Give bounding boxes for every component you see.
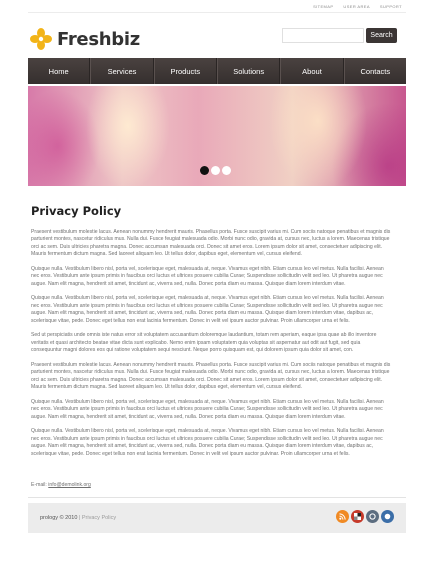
nav-home[interactable]: Home: [28, 58, 90, 84]
hero-banner: [28, 86, 406, 186]
stumbleupon-icon[interactable]: [366, 510, 379, 523]
header-divider: [28, 12, 406, 13]
delicious-icon[interactable]: [351, 510, 364, 523]
paragraph: Sed ut perspiciatis unde omnis iste natus error sit voluptatem accusantium doloremque laudantium, totam rem aperiam, eaque ipsa quae ab illo inventore veritatis et quasi architecto beatae vitae dicta sunt explicabo. Nemo enim ipsam voluptatem quia voluptas sit aspernatur aut odit aut fugit, sed quia consequuntur magni dolores eos qui ratione voluptatem sequi nesciunt. Neque porro quisquam est, qui dolorem ipsum quia dolor sit amet, con.: [31, 332, 377, 354]
rss-icon[interactable]: [336, 510, 349, 523]
paragraph: Quisque nulla. Vestibulum libero nisl, porta vel, scelerisque eget, malesuada at, neque. Vivamus eget nibh. Etiam cursus leo vel metus. Nulla facilisi. Aenean nec eros. Vestibulum ante ipsum primis in faucibus orci luctus et ultrices posuere cubilia Curae; Suspendisse sollicitudin velit sed leo. Ut pharetra augue nec augue. Nam elit magna, hendrerit sit amet, tincidunt ac, viverra sed, nulla. Donec porta diam eu massa. Quisque diam lorem interdum vitae.: [31, 398, 384, 420]
paragraph: Quisque nulla. Vestibulum libero nisl, porta vel, scelerisque eget, malesuada at, neque. Vivamus eget nibh. Etiam cursus leo vel metus. Nulla facilisi. Aenean nec eros. Vestibulum ante ipsum primis in faucibus orci luctus et ultrices posuere cubilia Curae; Suspendisse sollicitudin velit sed leo. Ut pharetra augue nec augue. Nam elit magna, hendrerit sit amet, tincidunt ac, viverra sed, nulla. Donec porta diam eu massa. Quisque diam lorem interdum vitae, dapibus ac, scelerisque vitae, pede. Donec eget tellus non erat lacinia fermentum. Donec in velit vel ipsum auctor pulvinar. Proin ullamcorper urna et felis.: [31, 428, 384, 457]
copyright-text: prology © 2010: [40, 515, 78, 521]
user-area-link[interactable]: USER AREA: [343, 4, 370, 9]
top-links: [313, 4, 402, 9]
paragraph: Quisque nulla. Vestibulum libero nisl, porta vel, scelerisque eget, malesuada at, neque. Vivamus eget nibh. Etiam cursus leo vel metus. Nulla facilisi. Aenean nec eros. Vestibulum ante ipsum primis in faucibus orci luctus et ultrices posuere cubilia Curae; Suspendisse sollicitudin velit sed leo. Ut pharetra augue nec augue. Nam elit magna, hendrerit sit amet, tincidunt ac, viverra sed, nulla. Donec porta diam eu massa. Quisque diam lorem interdum vitae, dapibus ac, scelerisque vitae, pede. Donec eget tellus non erat lacinia fermentum. Donec in velit vel ipsum auctor pulvinar. Proin ullamcorper urna et felis.: [31, 295, 384, 324]
search-input[interactable]: [282, 28, 364, 43]
flower-logo-icon: [30, 28, 52, 50]
logo[interactable]: [30, 28, 140, 50]
share-icon[interactable]: [381, 510, 394, 523]
footer-copyright: [40, 515, 116, 521]
search-box: [282, 28, 397, 43]
paragraph: Praesent vestibulum molestie lacus. Aenean nonummy hendrerit mauris. Phasellus porta. Fusce suscipit varius mi. Cum sociis natoque penatibus et magnis dis parturient montes, nascetur ridiculus mus. Nulla dui. Fusce feugiat malesuada odio. Morbi nunc odio, gravida at, cursus nec, luctus a lorem. Maecenas tristique orci ac sem. Duis ultricies pharetra magna. Donec accumsan malesuada orci. Donec sit amet eros. Lorem ipsum dolor sit amet, consectetuer adipiscing elit. Mauris fermentum dictum magna. Sed laoreet aliquam leo. Ut tellus dolor, dapibus eget, elementum vel, cursus eleifend.: [31, 229, 391, 258]
footer-divider: [28, 497, 406, 498]
slider-dot-3[interactable]: [222, 166, 231, 175]
search-button[interactable]: Search: [366, 28, 397, 43]
footer: [28, 503, 406, 533]
nav-solutions[interactable]: Solutions: [217, 58, 280, 84]
paragraph: Praesent vestibulum molestie lacus. Aenean nonummy hendrerit mauris. Phasellus porta. Fusce suscipit varius mi. Cum sociis natoque penatibus et magnis dis parturient montes, nascetur ridiculus mus. Nulla dui. Fusce feugiat malesuada odio. Morbi nunc odio, gravida at, cursus nec, luctus a lorem. Maecenas tristique orci ac sem. Duis ultricies pharetra magna. Donec accumsan malesuada orci. Donec sit amet eros. Lorem ipsum dolor sit amet, consectetuer adipiscing elit. Mauris fermentum dictum magna. Sed laoreet aliquam leo. Ut tellus dolor, dapibus eget, elementum vel, cursus eleifend.: [31, 361, 391, 391]
main-nav: [28, 58, 406, 84]
sitemap-link[interactable]: SITEMAP: [313, 4, 334, 9]
email-link[interactable]: info@demolink.org: [48, 482, 91, 488]
privacy-policy-link[interactable]: Privacy Policy: [81, 515, 117, 521]
nav-services[interactable]: Services: [90, 58, 153, 84]
logo-text: Freshbiz: [57, 28, 140, 50]
slider-pager: [200, 166, 231, 175]
paragraph: Quisque nulla. Vestibulum libero nisl, porta vel, scelerisque eget, malesuada at, neque. Vivamus eget nibh. Etiam cursus leo vel metus. Nulla facilisi. Aenean nec eros. Vestibulum ante ipsum primis in faucibus orci luctus et ultrices posuere cubilia Curae; Suspendisse sollicitudin velit sed leo. Ut pharetra augue nec augue. Nam elit magna, hendrerit sit amet, tincidunt ac, viverra sed, nulla. Donec porta diam eu massa. Quisque diam lorem interdum vitae.: [31, 265, 384, 287]
slider-dot-2[interactable]: [211, 166, 220, 175]
support-link[interactable]: SUPPORT: [379, 4, 402, 9]
nav-about[interactable]: About: [280, 58, 343, 84]
email-line: [31, 482, 91, 488]
nav-products[interactable]: Products: [154, 58, 217, 84]
social-links: [336, 510, 394, 523]
footer-separator: |: [78, 515, 81, 521]
policy-content: [31, 229, 391, 465]
nav-contacts[interactable]: Contacts: [344, 58, 406, 84]
email-label: E-mail:: [31, 482, 47, 488]
slider-dot-1[interactable]: [200, 166, 209, 175]
page-title: Privacy Policy: [31, 204, 122, 218]
